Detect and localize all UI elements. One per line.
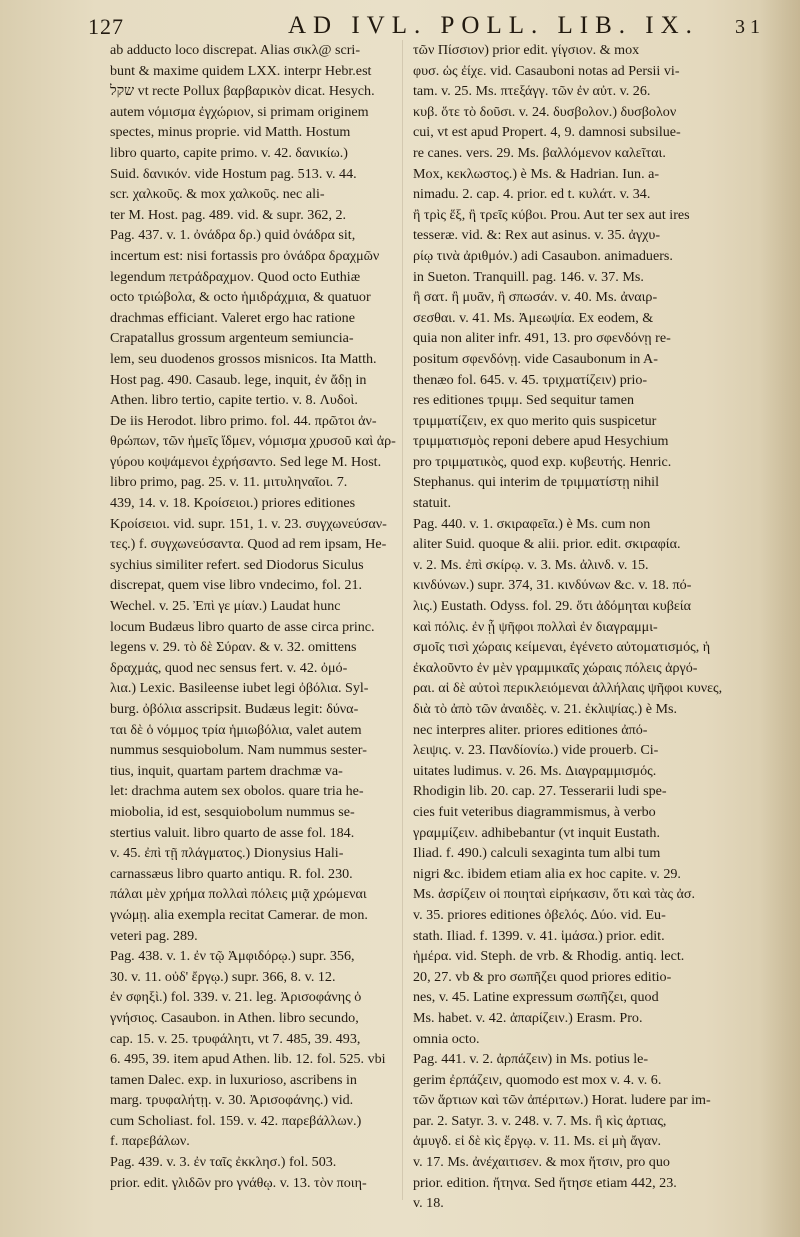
text-line: cap. 15. v. 25. τρυφάλητι, vt 7. 485, 39. 493, bbox=[110, 1030, 361, 1047]
text-line: ab adducto loco discrepat. Alias σικλ@ scri- bbox=[110, 42, 361, 58]
text-line: cui, vt est apud Propert. 4, 9. damnosi subsilue- bbox=[413, 124, 681, 141]
page-header bbox=[88, 8, 760, 44]
text-line: statuit. bbox=[413, 495, 451, 512]
text-line: λις.) Eustath. Odyss. fol. 29. ὅτι ἀδόμηται κυβεία bbox=[413, 598, 691, 615]
text-line: gerim ἐρπάζειν, quomodo est mox v. 4. v. 6. bbox=[413, 1071, 662, 1088]
text-line: Iliad. f. 490.) calculi sexaginta tum albi tum bbox=[413, 845, 661, 862]
text-line: Rhodigin lib. 20. cap. 27. Tesserarii ludi spe- bbox=[413, 783, 667, 800]
text-line: σεσθαι. v. 41. Ms. Ἀμεωψία. Ex eodem, & bbox=[413, 309, 654, 326]
text-line: πάλαι μὲν χρήμα πολλαὶ πόλεις μιᾷ χρώμεναι bbox=[110, 886, 367, 903]
text-line: λια.) Lexic. Basileense iubet legi ὀβόλια. Syl- bbox=[110, 680, 369, 697]
text-line: in Sueton. Tranquill. pag. 146. v. 37. Ms. bbox=[413, 268, 644, 285]
text-line: 439, 14. v. 18. Κροίσειοι.) priores editiones bbox=[110, 495, 356, 512]
text-line: Pag. 441. v. 2. ἀρπάζειν) in Ms. potius le- bbox=[413, 1051, 649, 1068]
text-line: שקל vt recte Pollux βαρβαρικὸν dicat. Hesych. bbox=[110, 83, 375, 100]
text-line: Host pag. 490. Casaub. lege, inquit, ἐν ἄδῃ in bbox=[110, 371, 367, 388]
text-line: τες.) f. συγχωνεύσαντα. Quod ad rem ipsam, He- bbox=[110, 536, 387, 553]
text-line: γνήσιος. Casaubon. in Athen. libro secundo, bbox=[110, 1009, 359, 1026]
text-line: cum Scholiast. fol. 159. v. 42. παρεβάλλων.) bbox=[110, 1112, 362, 1129]
text-line: γραμμίζειν. adhibebantur (vt inquit Eustath. bbox=[413, 824, 660, 841]
text-line: ἐκαλοῦντο ἐν μὲν γραμμικαῖς χώραις πόλεις ἀργό- bbox=[413, 659, 698, 676]
right-column bbox=[413, 40, 763, 1214]
corner-mark: 3 1 bbox=[735, 16, 760, 38]
text-line: τῶν Πίσσιον) prior edit. γίγσιον. & mox bbox=[413, 42, 640, 58]
text-line: libro primo, pag. 25. v. 11. μιτυληναῖοι. 7. bbox=[110, 474, 348, 491]
text-line: 30. v. 11. οὐδ' ἔργῳ.) supr. 366, 8. v. 12. bbox=[110, 968, 336, 985]
page-edge-shading bbox=[760, 0, 800, 1237]
text-line: Athen. libro tertio, capite tertio. v. 8. Λυδοὶ. bbox=[110, 392, 358, 409]
text-line: θρώπων, τῶν ἡμεῖς ἴδμεν, νόμισμα χρυσοῦ καὶ ἀρ- bbox=[110, 433, 396, 450]
text-line: aliter Suid. quoque & alii. prior. edit. σκιραφία. bbox=[413, 536, 681, 553]
text-line: scr. χαλκοῦς. & mox χαλκοῦς. nec ali- bbox=[110, 186, 325, 203]
text-line: nes, v. 45. Latine expressum σωπῆζει, quod bbox=[413, 989, 659, 1006]
text-line: καὶ πόλις. ἐν ᾗ ψῆφοι πολλαὶ ἐν διαγραμμι- bbox=[413, 618, 658, 635]
text-line: ter M. Host. pag. 489. vid. & supr. 362, 2. bbox=[110, 206, 347, 223]
text-line: Mox, κεκλωστος.) è Ms. & Hadrian. Iun. a- bbox=[413, 165, 660, 182]
text-line: stath. Iliad. f. 1399. v. 41. ἱμάσα.) prior. edit. bbox=[413, 927, 665, 944]
text-line: κυβ. ὅτε τὸ δοῦσι. v. 24. δυσβολον.) δυσβολον bbox=[413, 103, 677, 120]
text-line: veteri pag. 289. bbox=[110, 927, 198, 944]
text-line: omnia octo. bbox=[413, 1030, 480, 1047]
column-gutter bbox=[402, 40, 403, 1200]
text-line: δραχμάς, quod nec sensus fert. v. 42. ὀμό- bbox=[110, 659, 348, 676]
text-line: Crapatallus grossum argenteum semiunciа- bbox=[110, 330, 354, 347]
text-line: ἀμυγδ. εἰ δὲ κὶς ἔργῳ. v. 11. Ms. εἰ μὴ ἄγαν. bbox=[413, 1133, 662, 1150]
text-line: τριμματισμὸς reponi debere apud Hesychium bbox=[413, 433, 669, 450]
text-line: re canes. vers. 29. Ms. βαλλόμενον καλεῖται. bbox=[413, 144, 666, 161]
text-line: κινδύνων.) supr. 374, 31. κινδύνων &c. v. 18. πό- bbox=[413, 577, 692, 594]
left-column bbox=[110, 40, 398, 1193]
text-line: φυσ. ὡς ἐίχε. vid. Casauboni notas ad Persii vi- bbox=[413, 62, 680, 79]
text-line: γύρου κοψάμενοι ἐχρήσαντο. Sed lege M. Host. bbox=[110, 453, 382, 470]
text-line: ραι. αἱ δὲ αὐτοὶ περικλειόμεναι ἀλλήλαις ψῆφοι κυνες, bbox=[413, 680, 723, 697]
text-line: Stephanus. qui interim de τριμματίστῃ nihil bbox=[413, 474, 660, 491]
text-line: nimadu. 2. cap. 4. prior. ed t. κυλάτ. v. 34. bbox=[413, 186, 651, 203]
running-title: AD IVL. POLL. LIB. IX. bbox=[288, 12, 699, 39]
text-line: ἐν σφηξὶ.) fol. 339. v. 21. leg. Ἀρισοφάνης ὁ bbox=[110, 989, 362, 1006]
text-line: Ms. ἀσρίζειν οἱ ποιηταὶ εἰρήκασιν, ὅτι καὶ τὰς ἀσ. bbox=[413, 886, 696, 903]
text-line: carnassæus libro quarto antiqu. R. fol. 230. bbox=[110, 865, 353, 882]
text-line: Pag. 438. v. 1. ἐν τῷ Ἀμφιδόρῳ.) supr. 356, bbox=[110, 948, 355, 965]
folio-number: 127 bbox=[88, 14, 124, 39]
text-line: marg. τρυφαλήτῃ. v. 30. Ἀρισοφάνης.) vid. bbox=[110, 1092, 354, 1109]
text-line: nigri &c. ibidem etiam alia ex hoc capite. v. 29. bbox=[413, 865, 681, 882]
text-line: let: drachma autem sex obolos. quare tria he- bbox=[110, 783, 364, 800]
text-line: legendum πετράδραχμον. Quod octo Euthiæ bbox=[110, 268, 361, 285]
text-line: tamen Dalec. exp. in luxurioso, ascribens in bbox=[110, 1071, 357, 1088]
text-line: incertum est: nisi fortassis pro ὀνάδρα δραχμῶν bbox=[110, 247, 380, 264]
text-line: res editiones τριμμ. Sed sequitur tamen bbox=[413, 392, 635, 409]
text-line: v. 2. Ms. ἐπὶ σκίρῳ. v. 3. Ms. ἀλινδ. v. 15. bbox=[413, 556, 649, 573]
text-line: v. 45. ἐπὶ τῇ πλάγματος.) Dionysius Hali- bbox=[110, 845, 344, 862]
text-line: drachmas efficiant. Valeret ergo hac ratione bbox=[110, 309, 355, 326]
text-line: τριμματίζειν, ex quo merito quis suspicetur bbox=[413, 412, 657, 429]
text-line: v. 17. Ms. ἀνέχαιτισεν. & mox ἤτσιν, pro quo bbox=[413, 1154, 670, 1171]
text-line: libro quarto, capite primo. v. 42. δανικίω.) bbox=[110, 144, 348, 161]
text-line: tius, inquit, quartam partem drachmæ va- bbox=[110, 762, 343, 779]
text-line: autem νόμισμα ἐγχώριον, si primam originem bbox=[110, 103, 369, 120]
text-line: f. παρεβάλων. bbox=[110, 1133, 190, 1150]
text-line: nec interpres aliter. priores editiones ἀπό- bbox=[413, 721, 648, 738]
text-line: v. 18. bbox=[413, 1195, 444, 1212]
text-line: tesseræ. vid. &: Rex aut asinus. v. 35. ἀγχυ- bbox=[413, 227, 661, 244]
text-line: prior. edition. ἤτηνα. Sed ἤτησε etiam 442, 23. bbox=[413, 1174, 677, 1191]
text-line: γνώμῃ. alia exempla recitat Camerar. de mon. bbox=[110, 906, 368, 923]
text-line: σμοῖς τισὶ χώραις κείμεναι, ἐγένετο αὐτοματισμός, ἡ bbox=[413, 639, 711, 656]
text-line: Pag. 439. v. 3. ἐν ταῖς ἐκκλησ.) fol. 503. bbox=[110, 1154, 337, 1171]
text-line: par. 2. Satyr. 3. v. 248. v. 7. Ms. ἢ κὶς ἀρτιας, bbox=[413, 1112, 667, 1129]
text-line: stertius valuit. libro quarto de asse fol. 184. bbox=[110, 824, 355, 841]
text-line: 6. 495, 39. item apud Athen. lib. 12. fol. 525. vbi bbox=[110, 1051, 386, 1068]
text-line: thenæo fol. 645. v. 45. τριχματίζειν) prio- bbox=[413, 371, 648, 388]
text-line: quia non aliter infr. 491, 13. pro σφενδόνῃ re- bbox=[413, 330, 671, 347]
text-line: Wechel. v. 25. Ἐπὶ γε μίαν.) Laudat hunc bbox=[110, 598, 341, 615]
text-line: τῶν ἄρτιων καὶ τῶν ἀπέριτων.) Horat. ludere par im- bbox=[413, 1092, 711, 1109]
text-line: sychius similiter refert. sed Diodorus Siculus bbox=[110, 556, 364, 573]
text-line: Pag. 437. v. 1. ὀνάδρα δρ.) quid ὀνάδρα sit, bbox=[110, 227, 356, 244]
text-line: v. 35. priores editiones ὀβελός. Δύο. vid. Eu- bbox=[413, 906, 666, 923]
text-line: Ms. habet. v. 42. ἀπαρίζειν.) Erasm. Pro. bbox=[413, 1009, 643, 1026]
text-line: Κροίσειοι. vid. supr. 151, 1. v. 23. συγχωνεύσαν- bbox=[110, 515, 387, 532]
text-line: lem, seu duodenos grossos misnicos. Ita Matth. bbox=[110, 350, 377, 367]
text-line: ἡμέρα. vid. Steph. de vrb. & Rhodig. antiq. lect. bbox=[413, 948, 685, 965]
text-line: cies fuit veteribus diagrammismus, à verbo bbox=[413, 803, 656, 820]
text-line: miobolia, id est, sesquiobolum nummus se- bbox=[110, 803, 355, 820]
text-line: De iis Herodot. libro primo. fol. 44. πρῶτοι ἀν- bbox=[110, 412, 377, 429]
text-line: 20, 27. vb & pro σωπῆζει quod priores editio- bbox=[413, 968, 672, 985]
text-line: octo τριώβολα, & octo ἡμιδράχμια, & quatuor bbox=[110, 289, 371, 306]
text-line: ται δὲ ὁ νόμμος τρία ἡμιωβόλια, valet autem bbox=[110, 721, 362, 738]
text-line: ἢ τρὶς ἕξ, ἢ τρεῖς κύβοι. Prou. Aut ter sex aut ires bbox=[413, 206, 690, 223]
text-line: locum Budæus libro quarto de asse circa princ. bbox=[110, 618, 375, 635]
text-line: διὰ τὸ ἀπὸ τῶν ἀναιδὲς. v. 21. ἐκλιψίας.) è Ms. bbox=[413, 701, 678, 717]
text-line: legens v. 29. τὸ δὲ Σύραν. & v. 32. omittens bbox=[110, 639, 357, 656]
text-line: nummus sesquiobolum. Nam nummus sester- bbox=[110, 742, 367, 759]
text-line: bunt & maxime quidem LXX. interpr Hebr.est bbox=[110, 62, 372, 79]
text-line: Suid. δανικόν. vide Hostum pag. 513. v. 44. bbox=[110, 165, 357, 182]
text-line: ἢ σατ. ἢ μυᾶν, ἢ σπωσάν. v. 40. Ms. ἀναιρ- bbox=[413, 289, 658, 306]
text-line: tam. v. 25. Ms. πτεξάγγ. τῶν ἐν αὐτ. v. 26. bbox=[413, 83, 651, 100]
text-line: discrepat, quem vise libro vndecimo, fol. 21. bbox=[110, 577, 363, 594]
text-line: prior. edit. γλιδῶν pro γνάθῳ. v. 13. τὸν ποιη- bbox=[110, 1174, 367, 1191]
text-line: positum σφενδόνῃ. vide Casaubonum in A- bbox=[413, 350, 658, 367]
text-line: ρίῳ τινὰ ἀριθμόν.) adi Casaubon. animaduers. bbox=[413, 247, 673, 264]
text-line: λειψις. v. 23. Πανδίονίω.) vide prouerb. Ci- bbox=[413, 742, 659, 759]
text-line: Pag. 440. v. 1. σκιραφεῖα.) è Ms. cum non bbox=[413, 515, 651, 532]
text-line: spectes, minus proprie. vid Matth. Hostum bbox=[110, 124, 351, 141]
text-line: burg. ὀβόλια asscripsit. Budæus legit: δύνα- bbox=[110, 701, 359, 717]
text-line: uitates ludimus. v. 26. Ms. Διαγραμμισμός. bbox=[413, 762, 657, 779]
text-line: pro τριμματικὸς, quod exp. κυβευτής. Henric. bbox=[413, 453, 672, 470]
